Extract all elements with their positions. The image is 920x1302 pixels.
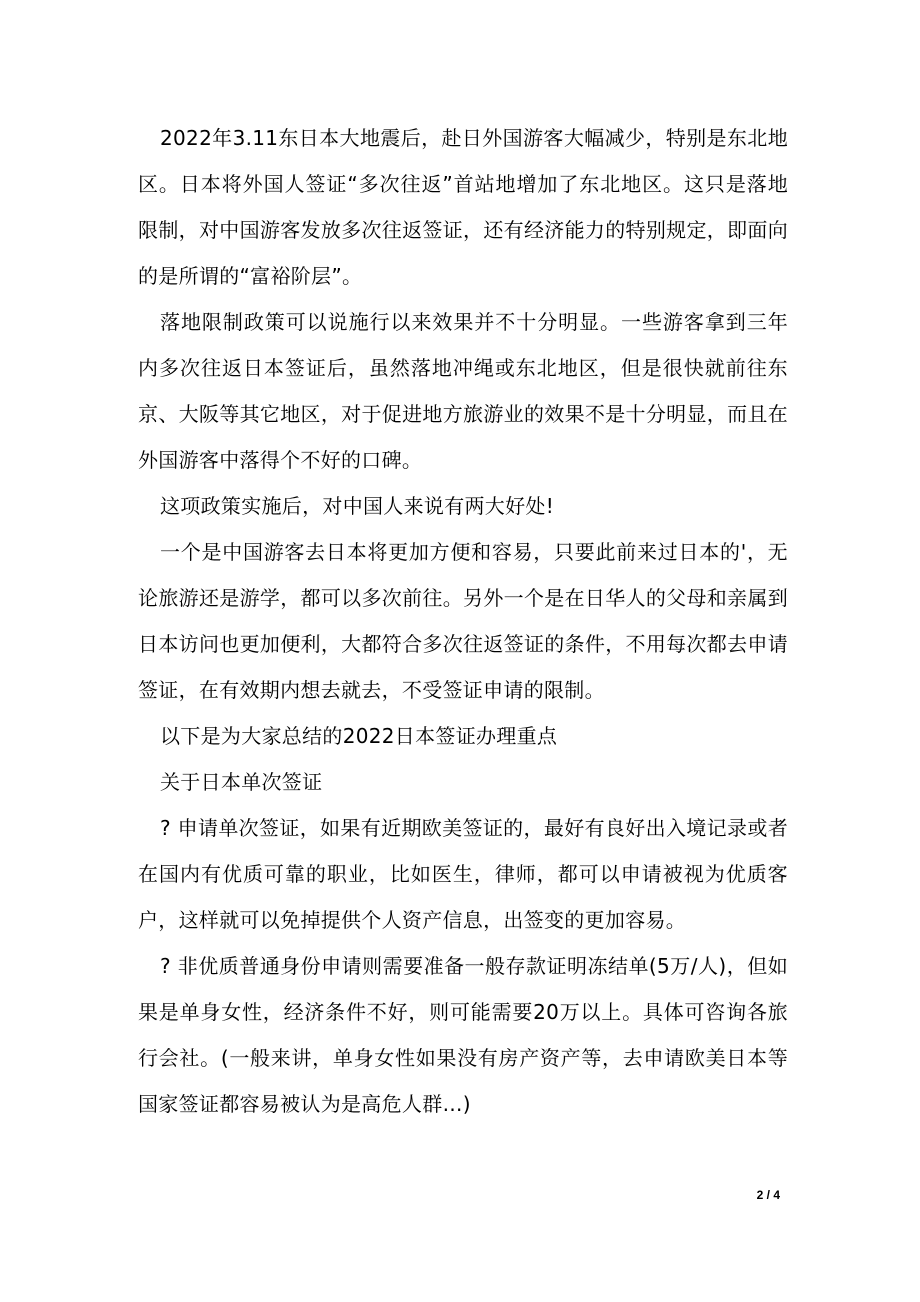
paragraph-deposit-proof: ? 非优质普通身份申请则需要准备一般存款证明冻结单(5万/人)，但如果是单身女性，经济条件不好，则可能需要20万以上。具体可咨询各旅行会社。(一般来讲，单身女性如果没有房产资产等，去申请欧美日本等国家签证都容易被认为是高危人群…) [138, 954, 788, 1116]
paragraph-summary-intro: 以下是为大家总结的2022日本签证办理重点 [160, 724, 558, 748]
page-number: 2 / 4 [756, 1188, 780, 1202]
document-body [138, 115, 788, 1127]
paragraph-two-benefits: 这项政策实施后，对中国人来说有两大好处! [160, 494, 555, 518]
section-heading-single-visa: 关于日本单次签证 [160, 770, 323, 794]
paragraph-earthquake-visa: 2022年3.11东日本大地震后，赴日外国游客大幅减少，特别是东北地区。日本将外国人签证“多次往返”首站地增加了东北地区。这只是落地限制，对中国游客发放多次往返签证，还有经济能力的特别规定，即面向的是所谓的“富裕阶层”。 [138, 126, 788, 288]
paragraph-benefit-details: 一个是中国游客去日本将更加方便和容易，只要此前来过日本的'，无论旅游还是游学，都可以多次前往。另外一个是在日华人的父母和亲属到日本访问也更加便利，大都符合多次往返签证的条件，不用每次都去申请签证，在有效期内想去就去，不受签证申请的限制。 [138, 540, 788, 702]
paragraph-landing-restriction: 落地限制政策可以说施行以来效果并不十分明显。一些游客拿到三年内多次往返日本签证后，虽然落地冲绳或东北地区，但是很快就前往东京、大阪等其它地区，对于促进地方旅游业的效果不是十分明显，而且在外国游客中落得个不好的口碑。 [138, 310, 788, 472]
paragraph-quality-customer: ? 申请单次签证，如果有近期欧美签证的，最好有良好出入境记录或者在国内有优质可靠的职业，比如医生，律师，都可以申请被视为优质客户，这样就可以免掉提供个人资产信息，出签变的更加容易。 [138, 816, 788, 932]
